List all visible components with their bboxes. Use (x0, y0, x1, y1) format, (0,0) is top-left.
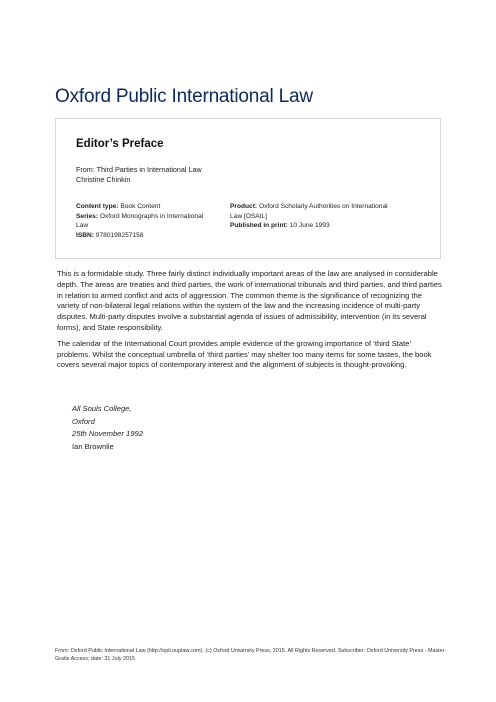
meta-left-column (76, 202, 216, 240)
meta-series (76, 212, 216, 231)
brand-pil: Public International Law (115, 86, 313, 107)
brand-oxford: Oxford (55, 86, 111, 107)
meta-content-type-label: Content type: (76, 203, 119, 210)
brand-logo (55, 86, 313, 108)
page-footer: From: Oxford Public International Law (http://opil.ouplaw.com). (c) Oxford University Press, 2015. All Rights Reserved. Subscriber: Oxford University Press - Master Gratis Access; date: 31 July 2015 (55, 648, 445, 662)
meta-product-label: Product: (230, 203, 258, 210)
meta-right-column (230, 202, 390, 231)
meta-product-value: Oxford Scholarly Authorities on International Law [OSAIL] (230, 203, 388, 220)
meta-published-value: 10 June 1993 (289, 222, 330, 229)
paragraph-2: The calendar of the International Court provides ample evidence of the growing importance of ‘third State’ problems. Whilst the conceptual umbrella of ‘third parties’ may shelter too many items for some tastes, the book covers several major topics of contemporary interest and the alignment of subjects is thought-provoking. (57, 338, 432, 370)
signature-name: Ian Brownlie (72, 441, 114, 451)
meta-content-type (76, 202, 216, 212)
meta-isbn-value: 9780198257158 (95, 231, 144, 239)
meta-content-type-value: Book Content (120, 203, 161, 210)
metadata-card (55, 118, 441, 259)
preface-body (57, 269, 442, 376)
meta-published (230, 221, 390, 231)
source-info (76, 165, 202, 185)
source-author: Christine Chinkin (76, 175, 131, 184)
meta-isbn (76, 231, 216, 241)
meta-series-label: Series: (76, 212, 98, 220)
signature-block (72, 403, 143, 453)
page-title: Editor’s Preface (76, 138, 164, 150)
source-book: From: Third Parties in International Law (76, 165, 202, 174)
paragraph-1: This is a formidable study. Three fairly distinct individually important areas of the law are analysed in considerable depth. The areas are treaties and third parties, the work of international tribunals and third parties, and third parties in relation to armed conflict and acts of aggression. The common theme is the significance of recognizing the variety of non-bilateral legal relations within the system of the law and the increasing incidence of multi-party disputes. Multi-party disputes involve a substantial agenda of issues of admissibility, intervention (in its several forms), and State responsibility. (57, 269, 442, 332)
signature-place-1: All Souls College, (72, 404, 132, 413)
meta-series-value: Oxford Monographs in International Law (76, 212, 204, 229)
meta-product (230, 202, 390, 221)
signature-date: 25th November 1992 (72, 429, 143, 438)
meta-isbn-label: ISBN: (76, 231, 94, 239)
meta-published-label: Published in print: (230, 222, 288, 229)
signature-place-2: Oxford (72, 416, 95, 426)
